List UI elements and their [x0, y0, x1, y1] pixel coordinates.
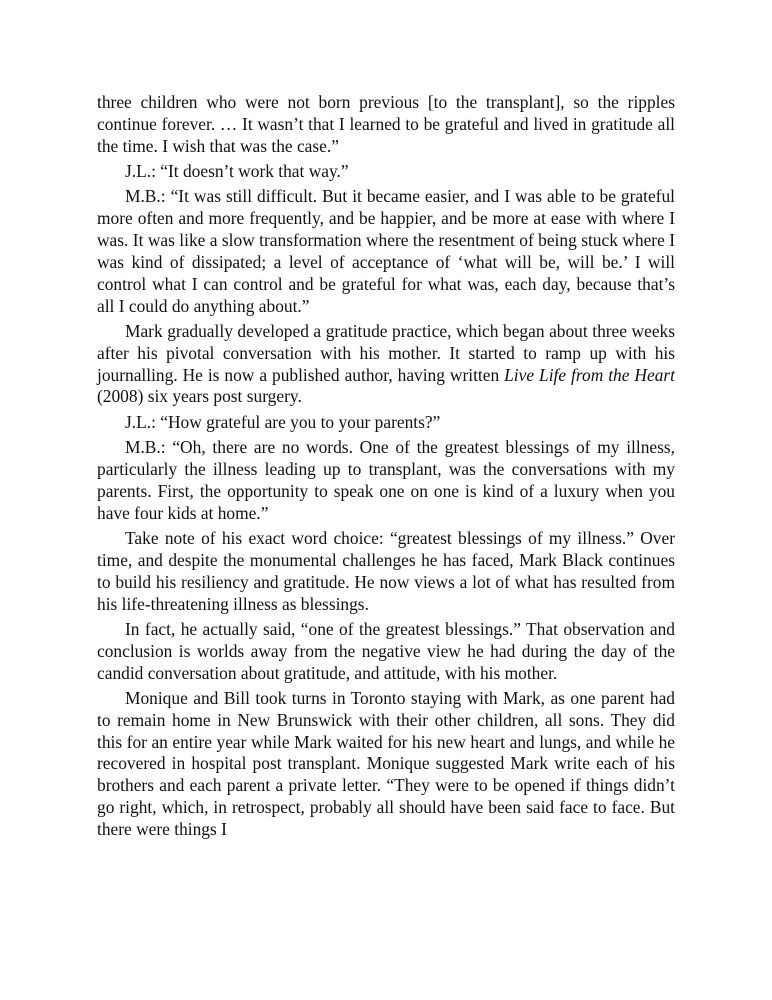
- paragraph-word-choice: Take note of his exact word choice: “greatest blessings of my illness.” Over time, and despite the monumental challenges he has faced, Mark Black continues to build his resiliency and gratitude. He now views a lot of what has resulted from his life-threatening illness as blessings.: [97, 528, 675, 614]
- paragraph-jl-question-2: J.L.: “How grateful are you to your parents?”: [125, 411, 441, 432]
- book-title: Live Life from the Heart: [504, 364, 675, 385]
- book-page: [97, 92, 675, 844]
- paragraph-continuation: three children who were not born previous [to the transplant], so the ripples continue forever. … It wasn’t that I learned to be grateful and lived in gratitude all the time. I wish that was the case.”: [97, 92, 675, 156]
- paragraph-text: (2008) six years post surgery.: [97, 386, 302, 407]
- paragraph-mb-answer-2: M.B.: “Oh, there are no words. One of the greatest blessings of my illness, particularly the illness leading up to transplant, was the conversations with my parents. First, the opportunity to speak one on one is kind of a luxury when you have four kids at home.”: [97, 437, 675, 523]
- paragraph-jl-question-1: J.L.: “It doesn’t work that way.”: [125, 161, 349, 182]
- paragraph-gratitude-practice: [97, 321, 675, 408]
- paragraph-mb-answer-1: M.B.: “It was still difficult. But it became easier, and I was able to be grateful more often and more frequently, and be happier, and be more at ease with where I was. It was like a slow transformation where the resentment of being stuck where I was kind of dissipated; a level of acceptance of ‘what will be, will be.’ I will control what I can control and be grateful for what was, each day, because that’s all I could do anything about.”: [97, 186, 675, 316]
- paragraph-monique-and-bill: Monique and Bill took turns in Toronto staying with Mark, as one parent had to remain home in New Brunswick with their other children, all sons. They did this for an entire year while Mark waited for his new heart and lungs, and while he recovered in hospital post transplant. Monique suggested Mark write each of his brothers and each parent a private letter. “They were to be opened if things didn’t go right, which, in retrospect, probably all should have been said face to face. But there were things I: [97, 687, 675, 839]
- paragraph-in-fact: In fact, he actually said, “one of the greatest blessings.” That observation and conclusion is worlds away from the negative view he had during the day of the candid conversation about gratitude, and attitude, with his mother.: [97, 618, 675, 683]
- paragraph-text: Mark gradually developed a gratitude practice, which began about three weeks after his pivotal conversation with his mother. It started to ramp up with his journalling. He is now a published author, having written: [97, 320, 675, 385]
